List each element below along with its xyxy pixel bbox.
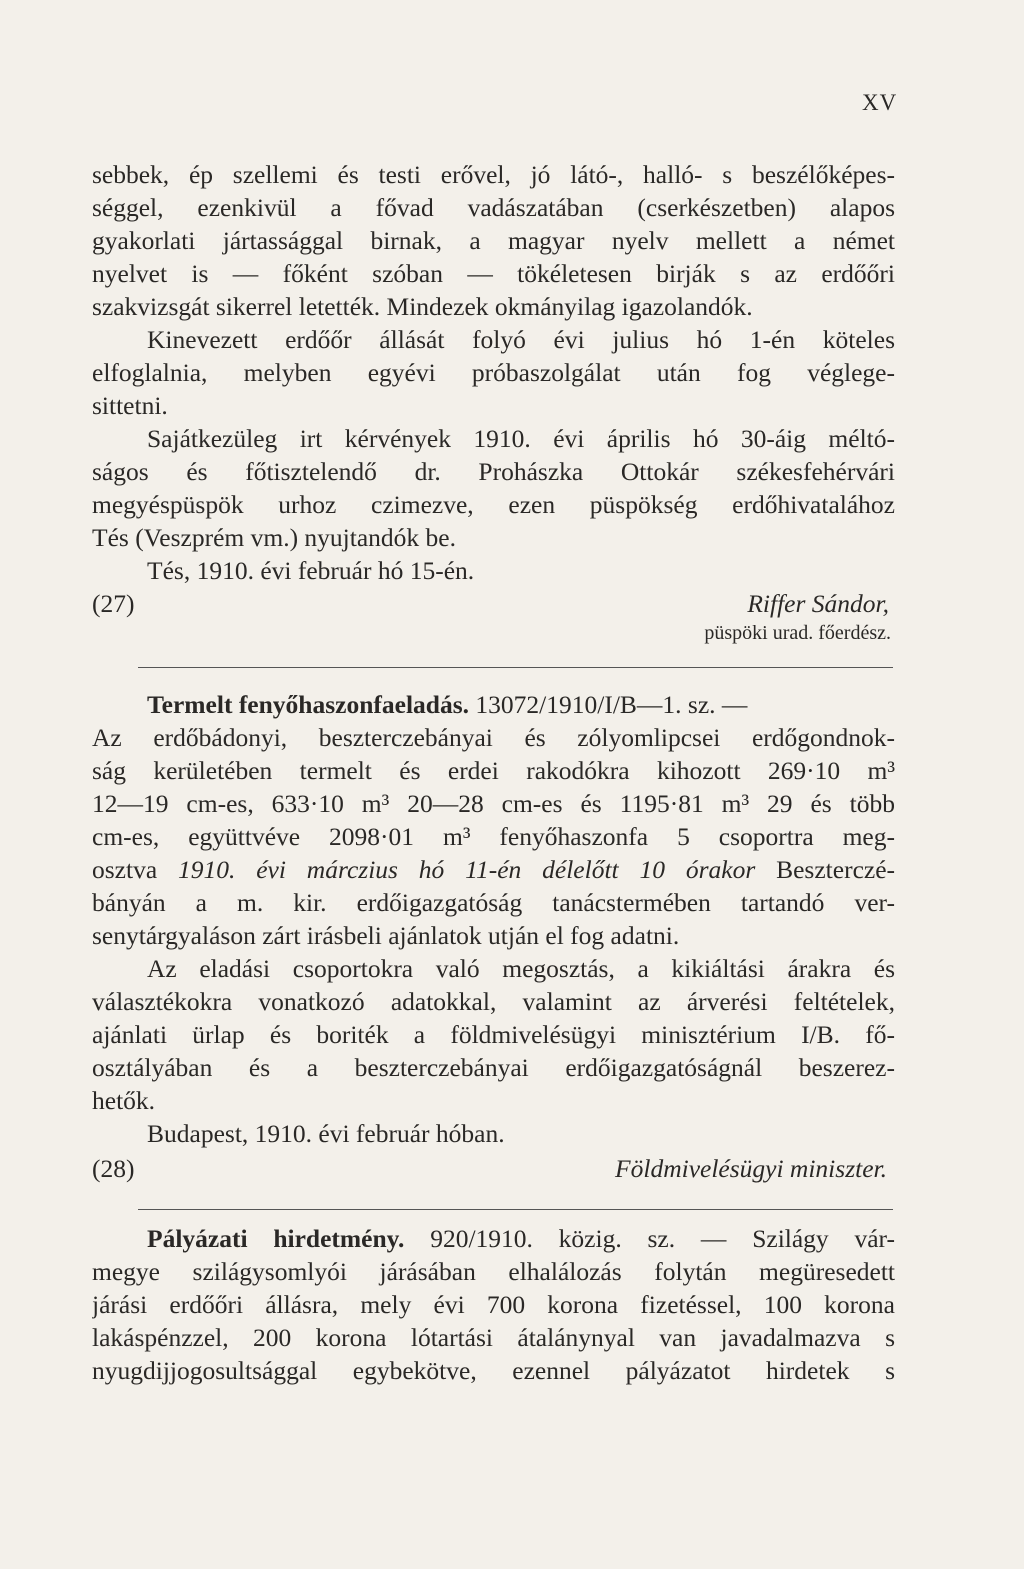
page-number: XV [862,90,898,115]
text-line: sittetni. [92,391,168,420]
text-span: osztva [92,855,158,884]
signature-row [92,1152,895,1185]
text-line: 12—19 cm-es, 633·10 m³ 20—28 cm-es és 1195·81 m³ 29 és több [92,789,895,818]
signature: Földmivelésügyi miniszter. [615,1154,887,1183]
text-line: sebbek, ép szellemi és testi erővel, jó látó-, halló- s beszélőképes- [92,160,895,189]
section-palyazati-hirdetmeny [92,1222,895,1387]
text-line [92,853,895,886]
reference-number: 13072/1910/I/B—1. sz. — [475,690,748,719]
text-line: ajánlati ürlap és boriték a földmivelésügyi minisztérium I/B. fő- [92,1020,895,1049]
section-title: Termelt fenyőhaszonfaeladás. [147,690,470,719]
text-line: nyelvet is — főként szóban — tökéletesen birják s az erdőőri [92,259,895,288]
heading-line [92,1222,895,1255]
text-line: séggel, ezenkivül a fővad vadászatában (cserkészetben) alapos [92,193,895,222]
text-line: cm-es, együttvéve 2098·01 m³ fenyőhaszonfa 5 csoportra meg- [92,822,895,851]
signature-title: püspöki urad. főerdész. [704,622,891,644]
text-line: gyakorlati jártassággal birnak, a magyar nyelv mellett a német [92,226,895,255]
text-line: elfoglalnia, melyben egyévi próbaszolgálat után fog véglege- [92,358,895,387]
text-span: Beszterczé- [776,855,895,884]
section-title: Pályázati hirdetmény. [147,1224,405,1253]
text-line: hetők. [92,1086,156,1115]
date-line: Tés, 1910. évi február hó 15-én. [147,556,475,585]
text-line: Az erdőbádonyi, beszterczebányai és zólyomlipcsei erdőgondnok- [92,723,895,752]
text-line: választékokra vonatkozó adatokkal, valamint az árverési feltételek, [92,987,895,1016]
text-line: Sajátkezüleg irt kérvények 1910. évi április hó 30-áig méltó- [147,424,895,453]
notice-number: (27) [92,589,135,618]
text-line: lakáspénzzel, 200 korona lótartási átalánynyal van javadalmazva s [92,1323,895,1352]
text-line: szakvizsgát sikerrel letették. Mindezek okmányilag igazolandók. [92,292,753,321]
divider [138,1209,893,1210]
text-line: járási erdőőri állásra, mely évi 700 korona fizetéssel, 100 korona [92,1290,895,1319]
divider [138,667,893,668]
text-line: bányán a m. kir. erdőigazgatóság tanácstermében tartandó ver- [92,888,895,917]
text-line: ság kerületében termelt és erdei rakodókra kihozott 269·10 m³ [92,756,895,785]
text-line: osztályában és a beszterczebányai erdőigazgatóságnál beszerez- [92,1053,895,1082]
date-line: Budapest, 1910. évi február hóban. [147,1119,505,1148]
text-line: ságos és főtisztelendő dr. Prohászka Ottokár székesfehérvári [92,457,895,486]
auction-date: 1910. évi márczius hó 11-én délelőtt 10 órakor [178,855,756,884]
text-line: megye szilágysomlyói járásában elhalálozás folytán megüresedett [92,1257,895,1286]
text-line: Tés (Veszprém vm.) nyujtandók be. [92,523,456,552]
reference-number: 920/1910. közig. sz. — Szilágy vár- [430,1224,895,1253]
section-fenyohaszonfa [92,688,895,1185]
text-line: nyugdijjogosultsággal egybekötve, ezennel pályázatot hirdetek s [92,1356,895,1385]
heading-line [92,688,895,721]
signature: Riffer Sándor, [747,589,889,618]
text-line: Kinevezett erdőőr állását folyó évi julius hó 1-én köteles [147,325,895,354]
text-line: megyéspüspök urhoz czimezve, ezen püspökség erdőhivatalához [92,490,895,519]
text-line: senytárgyaláson zárt irásbeli ajánlatok utján el fog adatni. [92,921,680,950]
text-line: Az eladási csoportokra való megosztás, a kikiáltási árakra és [147,954,895,983]
signature-row [92,587,895,620]
section-erdoor-palyazat [92,158,895,646]
notice-number: (28) [92,1154,135,1183]
